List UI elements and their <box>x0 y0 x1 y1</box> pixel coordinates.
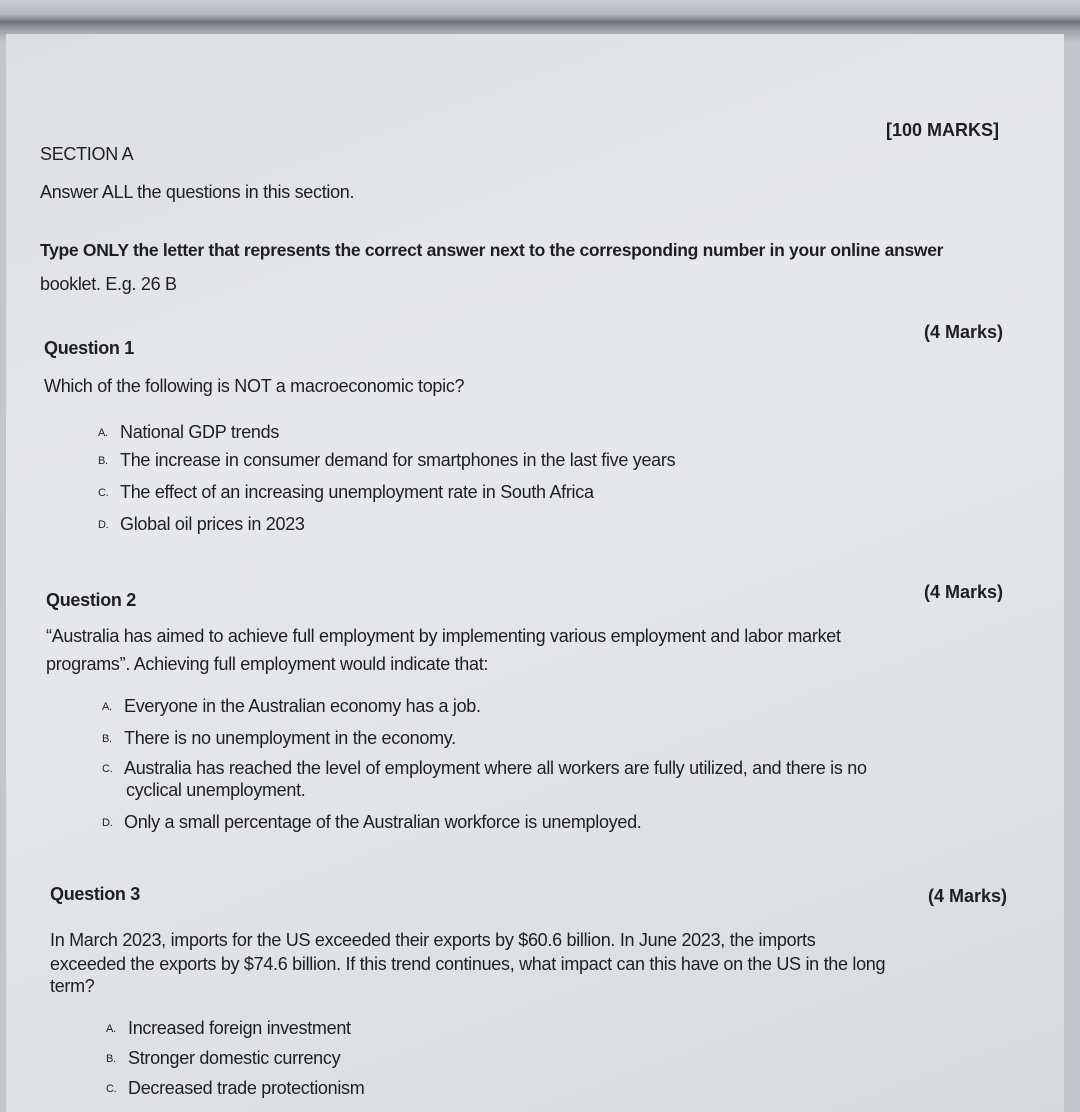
question-2-marks: (4 Marks) <box>924 582 1004 602</box>
question-3-stem-line1: In March 2023, imports for the US exceeded their exports by $60.6 billion. In June 2023, the imports <box>50 930 816 950</box>
section-title: SECTION A <box>40 144 134 164</box>
question-1-marks: (4 Marks) <box>924 322 1004 342</box>
question-3-stem-line3: term? <box>50 976 95 996</box>
question-3-option-a[interactable] <box>106 1018 351 1039</box>
option-text: Everyone in the Australian economy has a job. <box>124 696 481 716</box>
answer-note-line2: booklet. E.g. 26 B <box>40 274 177 294</box>
option-letter: A. <box>106 1023 116 1036</box>
question-1-option-b[interactable] <box>98 450 675 471</box>
option-letter: A. <box>102 701 112 714</box>
question-3-stem-line2: exceeded the exports by $74.6 billion. If this trend continues, what impact can this have on the US in the long <box>50 954 886 974</box>
question-3-option-c[interactable] <box>106 1078 364 1099</box>
option-text: National GDP trends <box>120 422 280 442</box>
option-text: The effect of an increasing unemployment rate in South Africa <box>120 482 594 502</box>
question-2-option-c[interactable] <box>102 758 867 779</box>
question-1-stem: Which of the following is NOT a macroeconomic topic? <box>44 376 465 396</box>
option-text: Australia has reached the level of employment where all workers are fully utilized, and there is no <box>124 758 867 778</box>
option-text: There is no unemployment in the economy. <box>124 728 456 748</box>
option-letter: A. <box>98 427 108 440</box>
question-1-label: Question 1 <box>44 338 135 358</box>
section-marks: [100 MARKS] <box>886 120 1000 140</box>
option-letter: C. <box>98 487 109 500</box>
question-2-option-c-continued: cyclical unemployment. <box>126 780 306 800</box>
section-instruction: Answer ALL the questions in this section. <box>40 182 355 202</box>
question-3-option-b[interactable] <box>106 1048 340 1069</box>
option-text: Decreased trade protectionism <box>128 1078 365 1098</box>
question-3-marks: (4 Marks) <box>928 886 1008 906</box>
question-1-option-d[interactable] <box>98 514 305 535</box>
option-letter: C. <box>106 1083 117 1096</box>
option-letter: B. <box>106 1053 116 1066</box>
option-text: Global oil prices in 2023 <box>120 514 305 534</box>
question-2-label: Question 2 <box>46 590 137 610</box>
answer-note-line1: Type ONLY the letter that represents the correct answer next to the corresponding number in your online answer <box>40 240 944 260</box>
option-letter: D. <box>98 519 109 532</box>
option-letter: B. <box>98 455 108 468</box>
exam-page <box>6 34 1064 1112</box>
question-2-stem-line1: “Australia has aimed to achieve full employment by implementing various employment and labor market <box>46 626 841 646</box>
question-1-option-a[interactable] <box>98 422 279 443</box>
option-text: The increase in consumer demand for smartphones in the last five years <box>120 450 676 470</box>
option-text: Increased foreign investment <box>128 1018 351 1038</box>
question-3-label: Question 3 <box>50 884 141 904</box>
question-2-option-d[interactable] <box>102 812 641 833</box>
option-letter: C. <box>102 763 113 776</box>
question-2-stem-line2: programs”. Achieving full employment would indicate that: <box>46 654 489 674</box>
option-text: Only a small percentage of the Australian workforce is unemployed. <box>124 812 642 832</box>
option-letter: B. <box>102 733 112 746</box>
option-text: Stronger domestic currency <box>128 1048 341 1068</box>
question-2-option-b[interactable] <box>102 728 456 749</box>
option-letter: D. <box>102 817 113 830</box>
question-2-option-a[interactable] <box>102 696 481 717</box>
question-1-option-c[interactable] <box>98 482 594 503</box>
